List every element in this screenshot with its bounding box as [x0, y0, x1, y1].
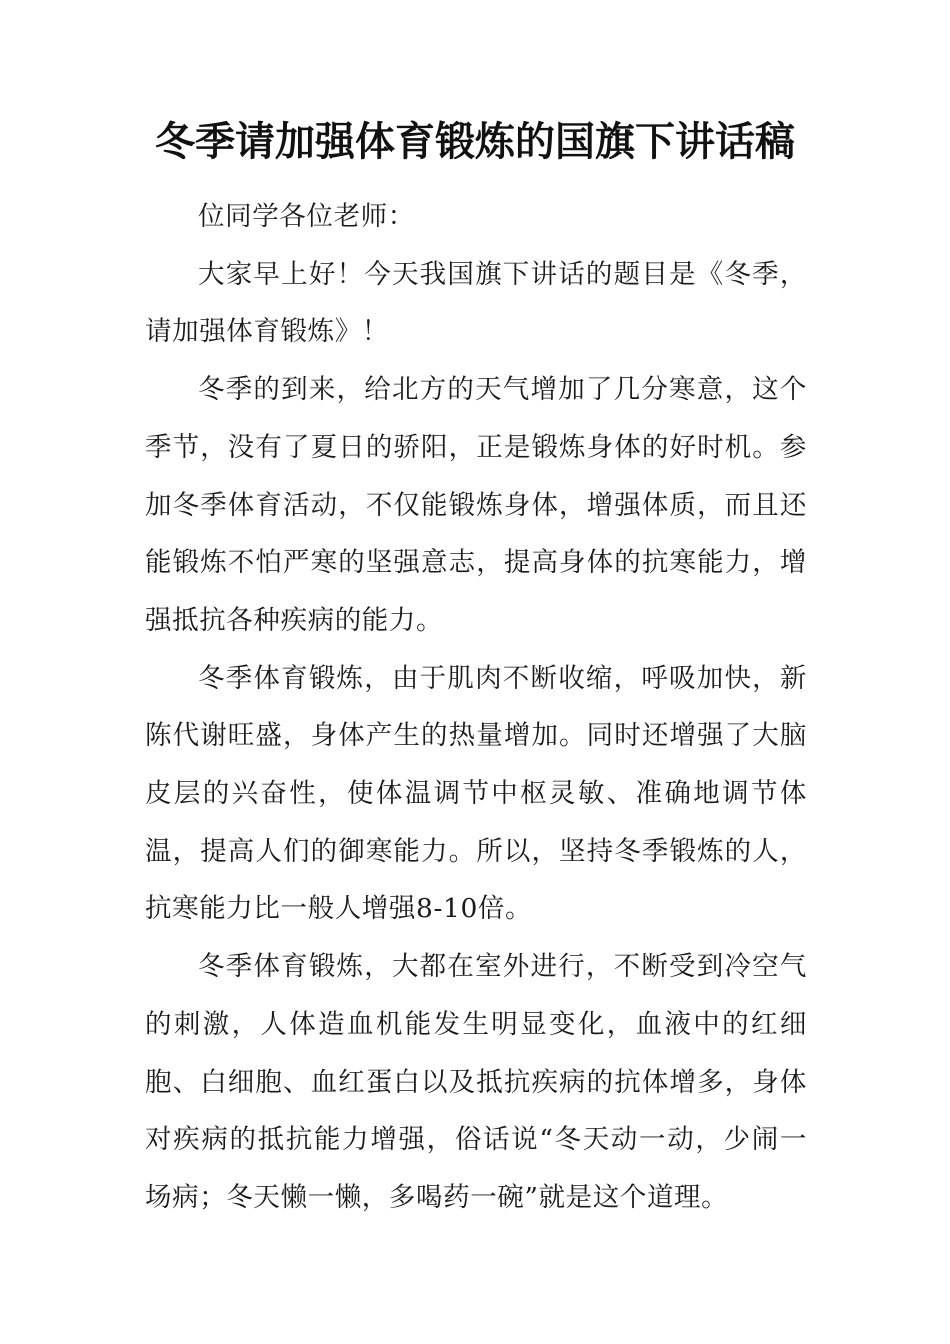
paragraph-greeting: 位同学各位老师： — [198, 201, 415, 232]
document-title: 冬季请加强体育锻炼的国旗下讲话稿 — [155, 118, 795, 165]
paragraph-immunity: 冬季体育锻炼，大都在室外进行，不断受到冷空气的刺激，人体造血机能发生明显变化，血液中的红细胞、白细胞、血红蛋白以及抵抗疾病的抗体增多，身体对疾病的抵抗能力增强，俗话说“冬天动一动，少闹一场病；冬天懒一懒，多喝药一碗”就是这个道理。 — [145, 951, 807, 1213]
paragraph-metabolism: 冬季体育锻炼，由于肌肉不断收缩，呼吸加快，新陈代谢旺盛，身体产生的热量增加。同时还增强了大脑皮层的兴奋性，使体温调节中枢灵敏、准确地调节体温，提高人们的御寒能力。所以，坚持冬季锻炼的人，抗寒能力比一般人增强8-10倍。 — [145, 662, 807, 925]
paragraph-winter-benefits: 冬季的到来，给北方的天气增加了几分寒意，这个季节，没有了夏日的骄阳，正是锻炼身体的好时机。参加冬季体育活动，不仅能锻炼身体，增强体质，而且还能锻炼不怕严寒的坚强意志，提高身体的抗寒能力，增强抵抗各种疾病的能力。 — [145, 374, 807, 636]
document-body — [145, 188, 807, 1227]
paragraph-opening: 大家早上好！今天我国旗下讲话的题目是《冬季，请加强体育锻炼》！ — [145, 258, 807, 348]
